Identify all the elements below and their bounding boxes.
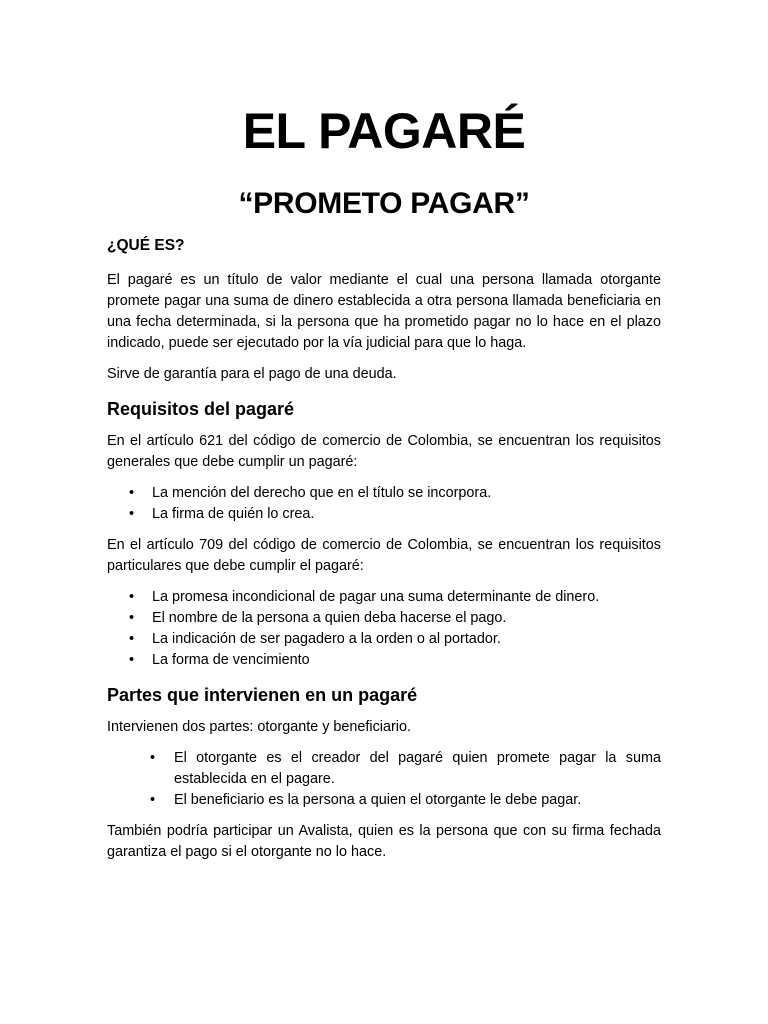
list-item — [107, 504, 661, 525]
bullet-icon: • — [129, 506, 135, 522]
list-item — [107, 650, 661, 671]
list-item — [107, 483, 661, 504]
requisitos-generales-intro: En el artículo 621 del código de comercio de Colombia, se encuentran los requisitos generales que debe cumplir un pagaré: — [107, 433, 661, 470]
bullet-icon: • — [129, 631, 135, 647]
que-es-paragraph: El pagaré es un título de valor mediante el cual una persona llamada otorgante promete pagar una suma de dinero establecida a otra persona llamada beneficiaria en una fecha determinada, si la persona que ha prometido pagar no lo hace en el plazo indicado, puede ser ejecutado por la vía judicial para que lo haga. — [107, 272, 661, 351]
bullet-icon: • — [129, 589, 135, 605]
list-item-text: El beneficiario es la persona a quien el otorgante le debe pagar. — [174, 792, 582, 808]
list-item-text: La indicación de ser pagadero a la orden o al portador. — [152, 631, 501, 647]
partes-heading: Partes que intervienen en un pagaré — [107, 685, 418, 705]
requisitos-generales-list — [107, 483, 661, 525]
garantia-paragraph: Sirve de garantía para el pago de una deuda. — [107, 366, 397, 382]
list-item-text: El otorgante es el creador del pagaré quien promete pagar la suma establecida en el pagare. — [174, 750, 661, 787]
bullet-icon: • — [150, 750, 156, 766]
requisitos-particulares-list — [107, 587, 661, 671]
list-item-text: La mención del derecho que en el título se incorpora. — [152, 485, 492, 501]
list-item — [107, 629, 661, 650]
list-item-text: La promesa incondicional de pagar una suma determinante de dinero. — [152, 589, 600, 605]
partes-list — [107, 748, 661, 811]
list-item-text: La firma de quién lo crea. — [152, 506, 315, 522]
list-item — [107, 608, 661, 629]
list-item — [107, 790, 661, 811]
list-item — [107, 748, 661, 790]
list-item-text: El nombre de la persona a quien deba hacerse el pago. — [152, 610, 507, 626]
list-item-text: La forma de vencimiento — [152, 652, 310, 668]
bullet-icon: • — [129, 652, 135, 668]
list-item — [107, 587, 661, 608]
partes-intro: Intervienen dos partes: otorgante y beneficiario. — [107, 719, 411, 735]
bullet-icon: • — [129, 485, 135, 501]
avalista-paragraph: También podría participar un Avalista, quien es la persona que con su firma fechada garantiza el pago si el otorgante no lo hace. — [107, 823, 661, 860]
bullet-icon: • — [129, 610, 135, 626]
requisitos-heading: Requisitos del pagaré — [107, 399, 295, 419]
que-es-heading: ¿QUÉ ES? — [107, 237, 185, 254]
requisitos-particulares-intro: En el artículo 709 del código de comercio de Colombia, se encuentran los requisitos particulares que debe cumplir el pagaré: — [107, 537, 661, 574]
page-title: EL PAGARÉ — [242, 103, 526, 159]
page-subtitle: “PROMETO PAGAR” — [238, 187, 530, 220]
bullet-icon: • — [150, 792, 156, 808]
